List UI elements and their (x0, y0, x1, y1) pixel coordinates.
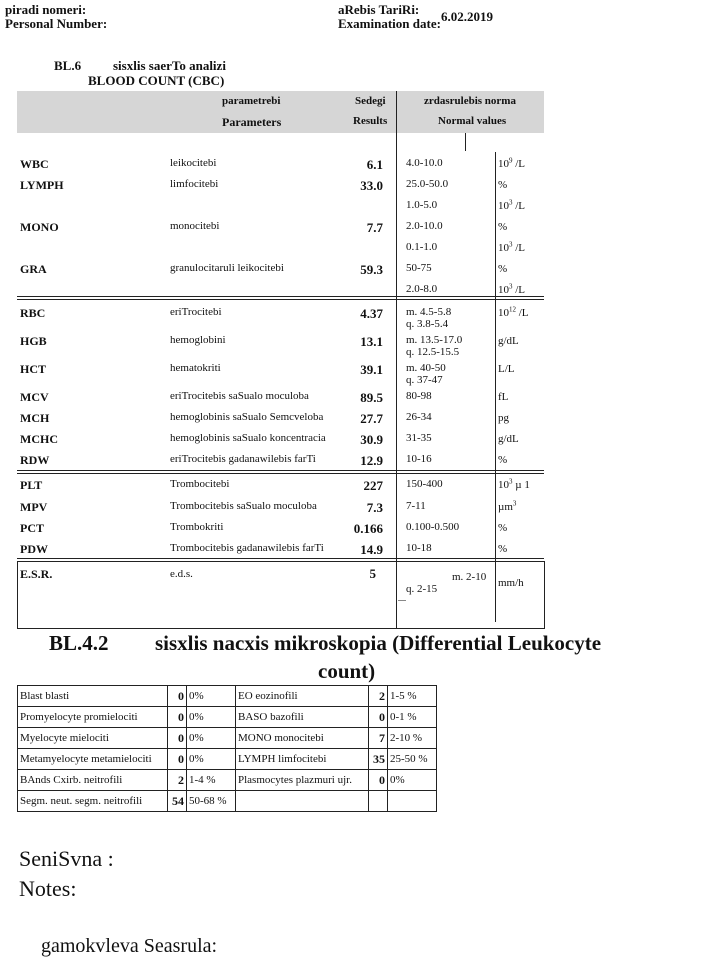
row-name: leikocitebi (170, 157, 217, 169)
row-norm: 31-35 (406, 432, 432, 444)
unit-base: g/dL (498, 433, 519, 445)
row-code: GRA (20, 262, 47, 276)
row-unit (498, 307, 529, 319)
col-result-ge: Sedegi (355, 95, 386, 107)
unit-tail: /L (512, 200, 526, 212)
row-name: Trombokriti (170, 521, 224, 533)
unit-base: 10 (498, 284, 509, 296)
row-code: PDW (20, 542, 48, 556)
esr-norm-q: q. 2-15 (406, 583, 438, 595)
row-norm: 1.0-5.0 (406, 199, 438, 211)
group-divider (17, 558, 544, 559)
diff-title: sisxlis nacxis mikroskopia (Differential Leukocyte (155, 631, 602, 655)
diff-cell-l-name: Promyelocyte promielociti (18, 707, 168, 728)
row-norm: m. 40-50 (406, 362, 446, 374)
diff-row (18, 791, 437, 812)
row-code: WBC (20, 157, 49, 171)
exam-date-label-en: Examination date: (338, 16, 441, 31)
unit-tail: /L (512, 158, 526, 170)
diff-cell-r-norm: 1-5 % (388, 686, 437, 707)
row-code: MCHC (20, 432, 58, 446)
diff-row (18, 728, 437, 749)
row-name: granulocitaruli leikocitebi (170, 262, 284, 274)
notes-label-en: Notes: (19, 876, 77, 901)
esr-name: e.d.s. (170, 568, 193, 580)
diff-cell-r-norm (388, 791, 437, 812)
diff-cell-r-norm: 0% (388, 770, 437, 791)
unit-base: % (498, 221, 508, 233)
esr-box-bottom (17, 628, 545, 629)
diff-cell-r-val: 35 (369, 749, 388, 770)
row-code: PCT (20, 521, 44, 535)
unit-base: 10 (498, 242, 509, 254)
diff-cell-r-norm: 0-1 % (388, 707, 437, 728)
diff-code: BL.4.2 (49, 631, 109, 655)
norm-column-divider (396, 91, 397, 629)
row-result: 4.37 (360, 306, 383, 321)
diff-cell-l-name: Blast blasti (18, 686, 168, 707)
diff-row (18, 770, 437, 791)
row-name: eriTrocitebi (170, 306, 222, 318)
row-unit (498, 433, 519, 445)
col-norm-en: Normal values (438, 115, 507, 127)
esr-norm-m: m. 2-10 (452, 571, 487, 583)
row-unit (498, 242, 525, 254)
row-norm: 4.0-10.0 (406, 157, 443, 169)
row-norm: 80-98 (406, 390, 432, 402)
row-code: LYMPH (20, 178, 64, 192)
row-norm: 2.0-8.0 (406, 283, 438, 295)
row-norm-female: q. 37-47 (406, 374, 443, 386)
diff-cell-l-norm: 0% (187, 686, 236, 707)
diff-cell-l-val: 54 (168, 791, 187, 812)
row-name: eriTrocitebis saSualo moculoba (170, 390, 309, 402)
row-result: 0.166 (353, 521, 383, 536)
row-norm: 50-75 (406, 262, 432, 274)
row-norm-female: q. 3.8-5.4 (406, 318, 449, 330)
section-code: BL.6 (54, 58, 82, 73)
group-divider (17, 296, 544, 297)
row-unit (498, 363, 515, 375)
row-code: HGB (20, 334, 47, 348)
unit-base: 10 (498, 200, 509, 212)
unit-exponent: 3 (509, 282, 513, 291)
row-norm: 2.0-10.0 (406, 220, 443, 232)
diff-title-cont: count) (318, 659, 376, 683)
col-param-en: Parameters (222, 115, 282, 129)
col-param-ge: parametrebi (222, 95, 281, 107)
unit-column-divider (495, 152, 496, 622)
row-name: hemoglobinis saSualo Semcveloba (170, 411, 324, 423)
unit-base: % (498, 454, 508, 466)
diff-row (18, 707, 437, 728)
row-result: 7.7 (366, 220, 383, 235)
row-code: MONO (20, 220, 59, 234)
esr-code: E.S.R. (20, 567, 53, 581)
unit-exponent: 3 (512, 499, 517, 508)
row-result: 12.9 (360, 453, 383, 468)
diff-cell-r-val (369, 791, 388, 812)
row-name: monocitebi (170, 220, 220, 232)
unit-base: L/L (498, 363, 515, 375)
row-unit (498, 158, 525, 170)
unit-base: fL (498, 391, 509, 403)
diff-cell-r-norm: 2-10 % (388, 728, 437, 749)
row-norm: 0.100-0.500 (406, 521, 460, 533)
unit-base: 10 (498, 479, 509, 491)
row-norm: m. 13.5-17.0 (406, 334, 463, 346)
row-result: 14.9 (360, 542, 383, 557)
row-norm-female: q. 12.5-15.5 (406, 346, 460, 358)
row-result: 6.1 (366, 157, 383, 172)
esr-unit: mm/h (498, 577, 524, 589)
examiner-label: gamokvleva Seasrula: (41, 935, 218, 957)
col-norm-ge: zrdasrulebis norma (424, 95, 516, 107)
diff-cell-l-val: 0 (168, 707, 187, 728)
row-result: 33.0 (360, 178, 383, 193)
unit-base: % (498, 543, 508, 555)
diff-cell-l-norm: 0% (187, 707, 236, 728)
unit-base: % (498, 522, 508, 534)
row-code: RBC (20, 306, 46, 320)
row-name: Trombocitebis saSualo moculoba (170, 500, 317, 512)
row-code: PLT (20, 478, 43, 492)
row-norm: m. 4.5-5.8 (406, 306, 452, 318)
row-norm: 10-18 (406, 542, 432, 554)
diff-cell-l-val: 0 (168, 749, 187, 770)
row-unit (498, 221, 507, 233)
group-divider (17, 473, 544, 474)
diff-cell-r-name: Plasmocytes plazmuri ujr. (236, 770, 369, 791)
unit-exponent: 3 (509, 477, 513, 486)
diff-cell-r-val: 2 (369, 686, 388, 707)
row-unit (498, 522, 507, 534)
diff-cell-r-val: 0 (369, 770, 388, 791)
diff-cell-l-name: Metamyelocyte metamielociti (18, 749, 168, 770)
unit-base: 10 (498, 158, 509, 170)
row-unit (498, 284, 525, 296)
row-norm: 0.1-1.0 (406, 241, 438, 253)
row-name: limfocitebi (170, 178, 219, 190)
diff-cell-l-val: 0 (168, 728, 187, 749)
diff-cell-l-name: BAnds Cxirb. neitrofili (18, 770, 168, 791)
unit-base: g/dL (498, 335, 519, 347)
section-title-ge: sisxlis saerTo analizi (113, 58, 226, 73)
row-name: hematokriti (170, 362, 221, 374)
row-norm: 150-400 (406, 478, 443, 490)
diff-cell-l-val: 2 (168, 770, 187, 791)
unit-exponent: 12 (509, 305, 516, 314)
header-tick (465, 133, 466, 151)
diff-cell-r-name: BASO bazofili (236, 707, 369, 728)
group-divider (17, 299, 544, 300)
diff-cell-r-norm: 25-50 % (388, 749, 437, 770)
row-name: Trombocitebi (170, 478, 230, 490)
row-name: hemoglobinis saSualo koncentracia (170, 432, 326, 444)
row-norm: 10-16 (406, 453, 432, 465)
row-code: HCT (20, 362, 47, 376)
diff-cell-l-name: Segm. neut. segm. neitrofili (18, 791, 168, 812)
diff-cell-r-val: 7 (369, 728, 388, 749)
row-name: hemoglobini (170, 334, 226, 346)
diff-cell-l-name: Myelocyte mielociti (18, 728, 168, 749)
row-unit (498, 412, 509, 424)
row-unit (498, 501, 516, 513)
row-code: RDW (20, 453, 50, 467)
diff-cell-r-name (236, 791, 369, 812)
row-unit (498, 454, 507, 466)
unit-base: 10 (498, 307, 509, 319)
diff-row (18, 749, 437, 770)
row-unit (498, 391, 508, 403)
diff-cell-l-norm: 50-68 % (187, 791, 236, 812)
row-name: Trombocitebis gadanawilebis farTi (170, 542, 324, 554)
row-unit (498, 263, 507, 275)
group-divider (17, 470, 544, 471)
row-result: 7.3 (366, 500, 383, 515)
esr-result: 5 (369, 566, 376, 581)
unit-tail: /L (516, 307, 529, 319)
row-code: MCV (20, 390, 49, 404)
diff-cell-r-name: LYMPH limfocitebi (236, 749, 369, 770)
diff-cell-l-norm: 0% (187, 728, 236, 749)
unit-base: % (498, 179, 508, 191)
diff-cell-r-val: 0 (369, 707, 388, 728)
row-result: 89.5 (360, 390, 383, 405)
esr-box-left (17, 561, 18, 629)
diff-row (18, 686, 437, 707)
exam-date-value: 6.02.2019 (441, 9, 493, 24)
unit-exponent: 3 (509, 198, 513, 207)
notes-label-ge: SeniSvna : (19, 846, 114, 871)
unit-base: µm (498, 501, 513, 513)
unit-base: % (498, 263, 508, 275)
diff-cell-l-norm: 1-4 % (187, 770, 236, 791)
row-result: 13.1 (360, 334, 383, 349)
section-title-en: BLOOD COUNT (CBC) (88, 73, 225, 88)
unit-tail: /L (512, 284, 526, 296)
row-norm: 25.0-50.0 (406, 178, 449, 190)
row-result: 39.1 (360, 362, 383, 377)
unit-tail: µ 1 (512, 479, 530, 491)
row-code: MPV (20, 500, 48, 514)
row-unit (498, 543, 507, 555)
group-divider (17, 561, 544, 562)
col-result-en: Results (353, 115, 388, 127)
unit-exponent: 9 (509, 156, 513, 165)
row-unit (498, 200, 525, 212)
diff-cell-l-norm: 0% (187, 749, 236, 770)
differential-table (17, 685, 437, 812)
row-norm: 7-11 (406, 500, 426, 512)
diff-cell-r-name: MONO monocitebi (236, 728, 369, 749)
exam-date-label-ge: aRebis TariRi: (338, 2, 420, 17)
row-name: eriTrocitebis gadanawilebis farTi (170, 453, 316, 465)
personal-number-label-ge: piradi nomeri: (5, 2, 87, 17)
diff-cell-r-name: EO eozinofili (236, 686, 369, 707)
row-result: 227 (363, 478, 383, 493)
row-result: 27.7 (360, 411, 383, 426)
unit-tail: /L (512, 242, 526, 254)
row-unit (498, 479, 530, 491)
personal-number-label-en: Personal Number: (5, 16, 108, 31)
row-unit (498, 179, 507, 191)
diff-cell-l-val: 0 (168, 686, 187, 707)
row-unit (498, 335, 519, 347)
unit-base: pg (498, 412, 509, 424)
row-result: 59.3 (360, 262, 383, 277)
esr-box-right (544, 561, 545, 629)
unit-exponent: 3 (509, 240, 513, 249)
row-norm: 26-34 (406, 411, 432, 423)
row-result: 30.9 (360, 432, 383, 447)
esr-mark (398, 600, 406, 601)
row-code: MCH (20, 411, 50, 425)
